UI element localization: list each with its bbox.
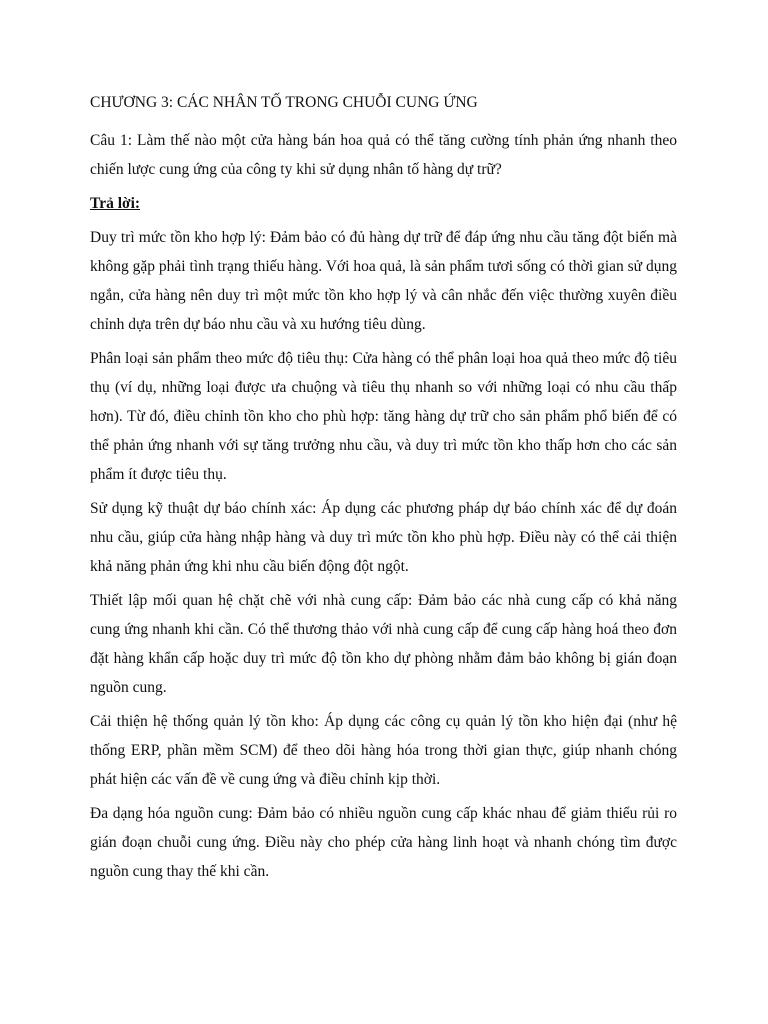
- answer-label: Trả lời:: [90, 195, 141, 212]
- paragraph-supply-diversification: Đa dạng hóa nguồn cung: Đảm bảo có nhiều nguồn cung cấp khác nhau để giảm thiểu rủi ro gián đoạn chuỗi cung ứng. Điều này cho phép cửa hàng linh hoạt và nhanh chóng tìm được nguồn cung thay thế khi cần.: [90, 805, 677, 880]
- chapter-title: CHƯƠNG 3: CÁC NHÂN TỐ TRONG CHUỖI CUNG ỨNG: [90, 94, 478, 111]
- paragraph-product-classification: Phân loại sản phẩm theo mức độ tiêu thụ: Cửa hàng có thể phân loại hoa quả theo mức độ tiêu thụ (ví dụ, những loại được ưa chuộng và tiêu thụ nhanh so với những loại có nhu cầu thấp hơn). Từ đó, điều chỉnh tồn kho cho phù hợp: tăng hàng dự trữ cho sản phẩm phổ biến để có thể phản ứng nhanh với sự tăng trưởng nhu cầu, và duy trì mức tồn kho thấp hơn cho các sản phẩm ít được tiêu thụ.: [90, 350, 677, 483]
- paragraph-inventory-level: Duy trì mức tồn kho hợp lý: Đảm bảo có đủ hàng dự trữ để đáp ứng nhu cầu tăng đột biến mà không gặp phải tình trạng thiếu hàng. Với hoa quả, là sản phẩm tươi sống có thời gian sử dụng ngắn, cửa hàng nên duy trì một mức tồn kho hợp lý và cân nhắc đến việc thường xuyên điều chỉnh dựa trên dự báo nhu cầu và xu hướng tiêu dùng.: [90, 229, 677, 333]
- paragraph-forecasting: Sử dụng kỹ thuật dự báo chính xác: Áp dụng các phương pháp dự báo chính xác để dự đoán nhu cầu, giúp cửa hàng nhập hàng và duy trì mức tồn kho phù hợp. Điều này có thể cải thiện khả năng phản ứng khi nhu cầu biến động đột ngột.: [90, 500, 677, 575]
- question-text: Câu 1: Làm thế nào một cửa hàng bán hoa quả có thể tăng cường tính phản ứng nhanh theo chiến lược cung ứng của công ty khi sử dụng nhân tố hàng dự trữ?: [90, 132, 677, 178]
- paragraph-inventory-system: Cải thiện hệ thống quản lý tồn kho: Áp dụng các công cụ quản lý tồn kho hiện đại (như hệ thống ERP, phần mềm SCM) để theo dõi hàng hóa trong thời gian thực, giúp nhanh chóng phát hiện các vấn đề về cung ứng và điều chỉnh kịp thời.: [90, 713, 677, 788]
- paragraph-supplier-relations: Thiết lập mối quan hệ chặt chẽ với nhà cung cấp: Đảm bảo các nhà cung cấp có khả năng cung ứng nhanh khi cần. Có thể thương thảo với nhà cung cấp để cung cấp hàng hoá theo đơn đặt hàng khẩn cấp hoặc duy trì mức độ tồn kho dự phòng nhằm đảm bảo không bị gián đoạn nguồn cung.: [90, 592, 677, 696]
- document-page: [90, 88, 677, 891]
